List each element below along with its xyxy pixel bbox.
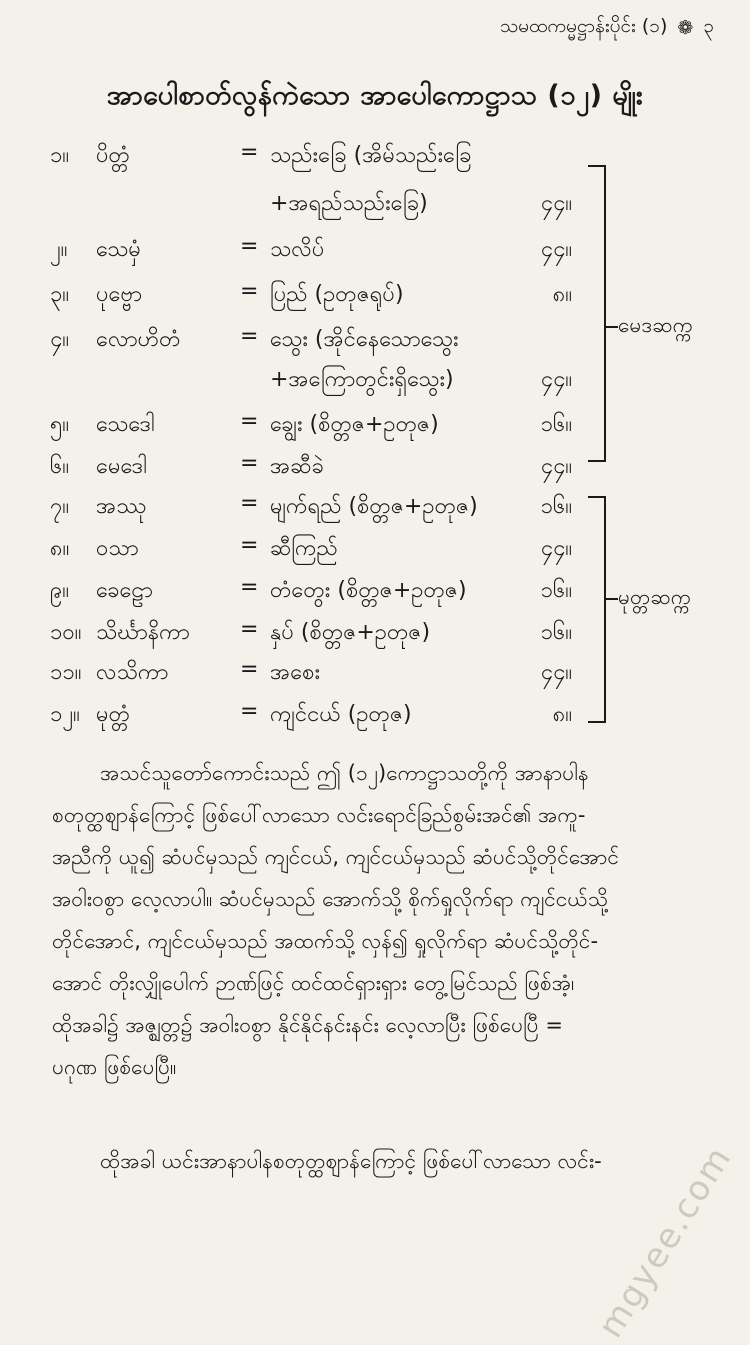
pali-term: ပိတ္တံ xyxy=(96,143,130,168)
meaning: တံတွေး (စိတ္တဇ+ဥတုဇ) xyxy=(270,578,467,603)
meaning: အဆီခဲ xyxy=(270,454,324,479)
meaning: နှပ် (စိတ္တဇ+ဥတုဇ) xyxy=(270,620,431,645)
group-bracket xyxy=(588,165,606,462)
row-number: ၇။ xyxy=(50,494,70,519)
table-row xyxy=(0,617,750,657)
group-bracket xyxy=(588,496,606,723)
row-number: ၃။ xyxy=(50,282,70,307)
equals-sign: = xyxy=(240,409,259,434)
rupa-count: ၈။ xyxy=(552,282,572,307)
paragraph-line: အညီကို ယူ၍ ဆံပင်မှသည် ကျင်ငယ်, ကျင်ငယ်မှသည် ဆံပင်သို့တိုင်အောင် xyxy=(52,845,619,869)
table-row xyxy=(0,491,750,531)
group-label: မေဒဆက္က xyxy=(618,313,694,337)
rupa-count: ၁၆။ xyxy=(540,494,572,519)
meaning: မျက်ရည် (စိတ္တဇ+ဥတုဇ) xyxy=(270,494,478,519)
bracket-tick xyxy=(604,598,618,600)
meaning: သလိပ် xyxy=(270,237,325,262)
row-number: ၈။ xyxy=(50,536,70,561)
pali-term: ခေဠော xyxy=(96,578,153,603)
table-row xyxy=(0,234,750,274)
table-row xyxy=(0,364,750,404)
ornament-icon: ❁ xyxy=(677,17,694,39)
rupa-count: ၄၄။ xyxy=(540,191,572,216)
paragraph-line: စတုတ္ထဈာန်ကြောင့် ဖြစ်ပေါ်လာသော လင်းရောင်ခြည်စွမ်းအင်၏ အကူ- xyxy=(52,803,586,827)
pali-term: သေမှံ xyxy=(96,237,141,262)
equals-sign: = xyxy=(240,279,259,304)
pali-term: ဝသာ xyxy=(96,536,139,561)
equals-sign: = xyxy=(240,699,259,724)
table-row xyxy=(0,657,750,697)
equals-sign: = xyxy=(240,491,259,516)
pali-term: မေဒေါ xyxy=(96,454,147,479)
row-number: ၄။ xyxy=(50,327,70,352)
rupa-count: ၄၄။ xyxy=(540,454,572,479)
rupa-count: ၄၄။ xyxy=(540,367,572,392)
equals-sign: = xyxy=(240,617,259,642)
watermark: mgyee.com xyxy=(590,1138,740,1345)
table-row xyxy=(0,699,750,739)
rupa-count: ၈။ xyxy=(552,702,572,727)
paragraph-line: ထိုအခါ ယင်းအာနာပါနစတုတ္ထဈာန်ကြောင့် ဖြစ်ပေါ်လာသော လင်း- xyxy=(100,1149,602,1173)
pali-term: သေဒေါ xyxy=(96,412,155,437)
row-number: ၁။ xyxy=(50,143,70,168)
pali-term: မုတ္တံ xyxy=(96,702,130,727)
table-row xyxy=(0,533,750,573)
equals-sign: = xyxy=(240,324,259,349)
row-number: ၁၀။ xyxy=(50,620,82,645)
meaning: ချွေး (စိတ္တဇ+ဥတုဇ) xyxy=(270,412,439,437)
table-row xyxy=(0,140,750,180)
group-label: မုတ္တဆက္က xyxy=(618,585,692,609)
row-number: ၆။ xyxy=(50,454,70,479)
meaning: ပြည် (ဥတုဇရုပ်) xyxy=(270,282,404,307)
rupa-count: ၁၆။ xyxy=(540,620,572,645)
row-number: ၁၂။ xyxy=(50,702,80,727)
paragraph-line: ထိုအခါ၌ အဇ္ဈတ္တ၌ အဝါးဝစွာ နိုင်နိုင်နင်းနင်း လေ့လာပြီး ဖြစ်ပေပြီ = xyxy=(52,1013,563,1037)
equals-sign: = xyxy=(240,533,259,558)
body-paragraph xyxy=(52,752,712,1088)
pali-term: သိင်္ဃာနိကာ xyxy=(96,620,190,645)
page-title: အာပေါစာတ်လွန်ကဲသော အာပေါကောဋ္ဌာသ (၁၂) မျိုး xyxy=(106,80,644,111)
meaning: +အရည်သည်းခြေ) xyxy=(270,191,428,216)
rupa-count: ၄၄။ xyxy=(540,237,572,262)
bracket-tick xyxy=(604,326,618,328)
row-number: ၅။ xyxy=(50,412,70,437)
pali-term: ပုဗ္ဗော xyxy=(96,282,143,307)
equals-sign: = xyxy=(240,140,259,165)
meaning: +အကြောတွင်းရှိသွေး) xyxy=(270,367,454,392)
row-number: ၁၁။ xyxy=(50,660,82,685)
pali-term: လောဟိတံ xyxy=(96,327,181,352)
meaning: ကျင်ငယ် (ဥတုဇ) xyxy=(270,702,412,727)
rupa-count: ၄၄။ xyxy=(540,536,572,561)
meaning: အစေး xyxy=(270,660,321,685)
table-row xyxy=(0,451,750,491)
pali-term: အဿု xyxy=(96,494,147,519)
paragraph-line: အောင် တိုးလျှိုပေါက် ဉာဏ်ဖြင့် ထင်ထင်ရှားရှား တွေ့မြင်သည် ဖြစ်အံ့၊ xyxy=(52,971,575,995)
equals-sign: = xyxy=(240,575,259,600)
running-title: သမထကမ္မဋ္ဌာန်းပိုင်း (၁) xyxy=(499,15,668,37)
equals-sign: = xyxy=(240,234,259,259)
meaning: သည်းခြေ (အိမ်သည်းခြေ xyxy=(270,143,472,168)
rupa-count: ၄၄။ xyxy=(540,660,572,685)
paragraph-line: တိုင်အောင်, ကျင်ငယ်မှသည် အထက်သို့ လှန်၍ ရှုလိုက်ရာ ဆံပင်သို့တိုင်- xyxy=(52,929,599,953)
table-row xyxy=(0,188,750,228)
row-number: ၂။ xyxy=(50,237,68,262)
row-number: ၉။ xyxy=(50,578,70,603)
paragraph-line: အဝါးဝစွာ လေ့လာပါ။ ဆံပင်မှသည် အောက်သို့ စိုက်ရှုလိုက်ရာ ကျင်ငယ်သို့ xyxy=(52,887,609,911)
page-number: ၃ xyxy=(703,15,714,37)
paragraph-line: အသင်သူတော်ကောင်းသည် ဤ (၁၂)ကောဋ္ဌာသတို့ကို အာနာပါန xyxy=(100,761,589,785)
table-row xyxy=(0,409,750,449)
equals-sign: = xyxy=(240,451,259,476)
pali-term: လသိကာ xyxy=(96,660,169,685)
body-paragraph xyxy=(52,1140,712,1182)
meaning: ဆီကြည် xyxy=(270,536,338,561)
paragraph-line: ပဂုဏ ဖြစ်ပေပြီ။ xyxy=(52,1055,177,1079)
meaning: သွေး (အိုင်နေသောသွေး xyxy=(270,327,459,352)
equals-sign: = xyxy=(240,657,259,682)
rupa-count: ၁၆။ xyxy=(540,578,572,603)
rupa-count: ၁၆။ xyxy=(540,412,572,437)
